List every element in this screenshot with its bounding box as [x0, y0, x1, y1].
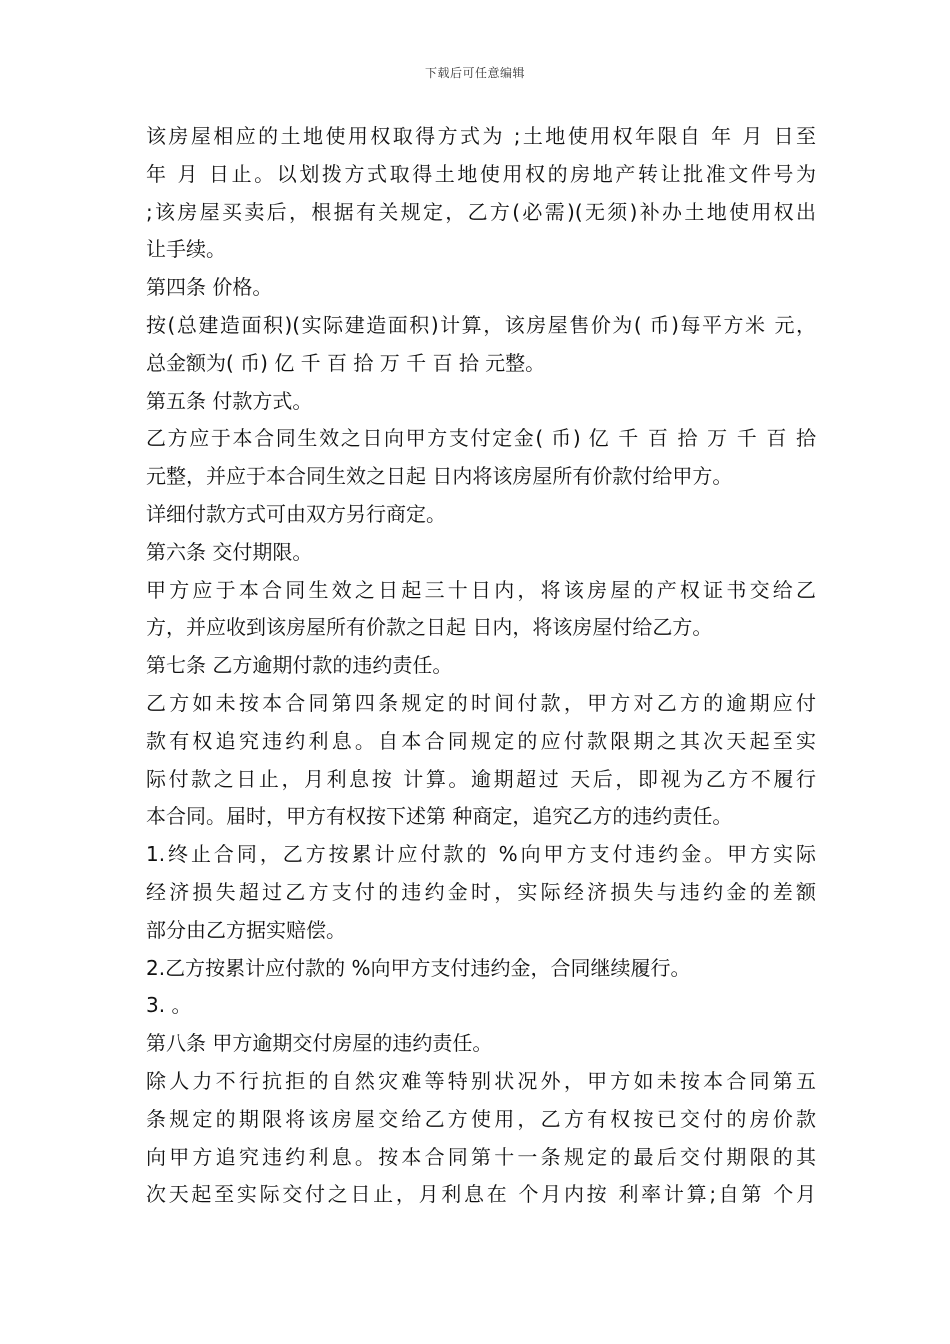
document-line: 除人力不行抗拒的自然灾难等特别状况外，甲方如未按本合同第五: [146, 1068, 816, 1093]
document-line: 第八条 甲方逾期交付房屋的违约责任。: [146, 1031, 493, 1056]
document-line: 元整，并应于本合同生效之日起 日内将该房屋所有价款付给甲方。: [146, 464, 733, 489]
document-line: 1.终止合同，乙方按累计应付款的 %向甲方支付违约金。甲方实际: [146, 842, 816, 867]
document-line: 部分由乙方据实赔偿。: [146, 917, 346, 942]
document-line: 乙方应于本合同生效之日向甲方支付定金( 币) 亿 千 百 拾 万 千 百 拾: [146, 426, 816, 451]
document-line: 详细付款方式可由双方另行商定。: [146, 501, 446, 526]
page-header: 下载后可任意编辑: [424, 66, 525, 80]
document-line: 际付款之日止，月利息按 计算。逾期超过 天后，即视为乙方不履行: [146, 766, 816, 791]
document-line: 总金额为( 币) 亿 千 百 拾 万 千 百 拾 元整。: [146, 350, 546, 375]
document-line: 该房屋相应的土地使用权取得方式为 ;土地使用权年限自 年 月 日至: [146, 124, 816, 148]
document-line: 甲方应于本合同生效之日起三十日内，将该房屋的产权证书交给乙: [146, 577, 816, 602]
document-line: 方，并应收到该房屋所有价款之日起 日内，将该房屋付给乙方。: [146, 615, 713, 640]
document-line: 年 月 日止。以划拨方式取得土地使用权的房地产转让批准文件号为: [146, 161, 816, 186]
document-line: 2.乙方按累计应付款的 %向甲方支付违约金，合同继续履行。: [146, 955, 691, 980]
document-line: 次天起至实际交付之日止，月利息在 个月内按 利率计算;自第 个月: [146, 1182, 816, 1207]
document-line: 第四条 价格。: [146, 275, 273, 300]
document-line: 让手续。: [146, 237, 226, 262]
document-line: 3. 。: [146, 993, 192, 1018]
document-line: ;该房屋买卖后，根据有关规定，乙方(必需)(无须)补办土地使用权出: [146, 199, 816, 224]
document-line: 经济损失超过乙方支付的违约金时，实际经济损失与违约金的差额: [146, 879, 816, 904]
document-line: 第六条 交付期限。: [146, 539, 313, 564]
document-line: 款有权追究违约利息。自本合同规定的应付款限期之其次天起至实: [146, 728, 816, 753]
document-line: 本合同。届时，甲方有权按下述第 种商定，追究乙方的违约责任。: [146, 804, 733, 829]
document-line: 向甲方追究违约利息。按本合同第十一条规定的最后交付期限的其: [146, 1144, 816, 1169]
document-line: 第七条 乙方逾期付款的违约责任。: [146, 653, 453, 678]
document-line: 乙方如未按本合同第四条规定的时间付款，甲方对乙方的逾期应付: [146, 690, 816, 715]
document-line: 按(总建造面积)(实际建造面积)计算，该房屋售价为( 币)每平方米 元，: [146, 312, 816, 337]
document-body: [146, 118, 816, 1214]
document-line: 第五条 付款方式。: [146, 388, 313, 413]
document-line: 条规定的期限将该房屋交给乙方使用，乙方有权按已交付的房价款: [146, 1106, 816, 1131]
